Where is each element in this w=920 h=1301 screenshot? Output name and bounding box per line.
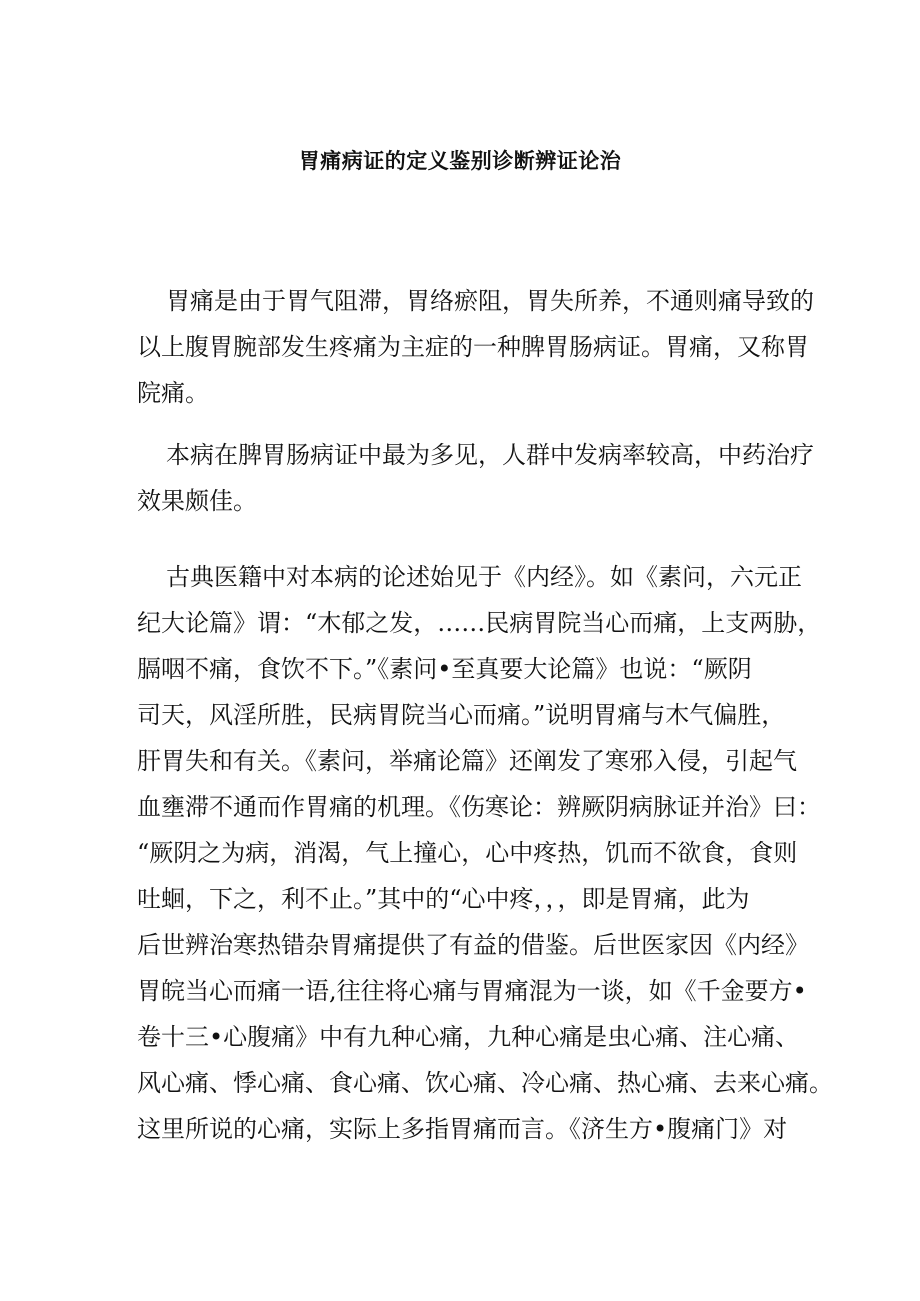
text-line: 本病在脾胃肠病证中最为多见，人群中发病率较高，中药治疗 (166, 441, 814, 469)
text-line: “厥阴之为病，消渴，气上撞心，心中疼热，饥而不欲食，食则 (137, 839, 798, 867)
paragraph-gap (137, 524, 797, 554)
text-line: 胃皖当心而痛一语,往往将心痛与胃痛混为一谈，如《千金要方• (137, 977, 807, 1005)
text-line: 膈咽不痛，食饮不下。”《素问•至真要大论篇》也说：“厥阴 (137, 655, 752, 683)
paragraph-3 (137, 554, 833, 1152)
text-line: 血壅滞不通而作胃痛的机理。《伤寒论：辨厥阴病脉证并治》曰： (137, 793, 821, 821)
text-line: 司天，风淫所胜，民病胃院当心而痛。”说明胃痛与木气偏胜， (137, 701, 786, 729)
text-line: 古典医籍中对本病的论述始见于《内经》。如《素问，六元正 (166, 563, 802, 591)
paragraph-1 (137, 278, 814, 416)
page-title: 胃痛病证的定义鉴别诊断辨证论治 (298, 148, 622, 173)
text-line: 院痛。 (137, 379, 209, 407)
text-line: 吐蛔，下之，利不止。”其中的“心中疼，，，即是胃痛，此为 (137, 885, 750, 913)
paragraph-gap (137, 416, 797, 432)
text-line: 以上腹胃腕部发生疼痛为主症的一种脾胃肠病证。胃痛，又称胃 (137, 333, 809, 361)
text-line: 这里所说的心痛，实际上多指胃痛而言。《济生方•腹痛门》对 (137, 1115, 788, 1143)
text-line: 肝胃失和有关。《素问，举痛论篇》还阐发了寒邪入侵，引起气 (137, 747, 797, 775)
text-line: 纪大论篇》谓：“木郁之发，……民病胃院当心而痛，上支两胁， (137, 609, 822, 637)
text-line: 风心痛、悸心痛、食心痛、饮心痛、冷心痛、热心痛、去来心痛。 (137, 1069, 833, 1097)
text-line: 胃痛是由于胃气阻滞，胃络瘀阻，胃失所养，不通则痛导致的 (166, 287, 814, 315)
text-line: 卷十三•心腹痛》中有九种心痛，九种心痛是虫心痛、注心痛、 (137, 1023, 800, 1051)
document-body (137, 278, 833, 1152)
text-line: 后世辨治寒热错杂胃痛提供了有益的借鉴。后世医家因《内经》 (137, 931, 809, 959)
text-line: 效果颇佳。 (137, 487, 257, 515)
paragraph-2 (137, 432, 814, 524)
